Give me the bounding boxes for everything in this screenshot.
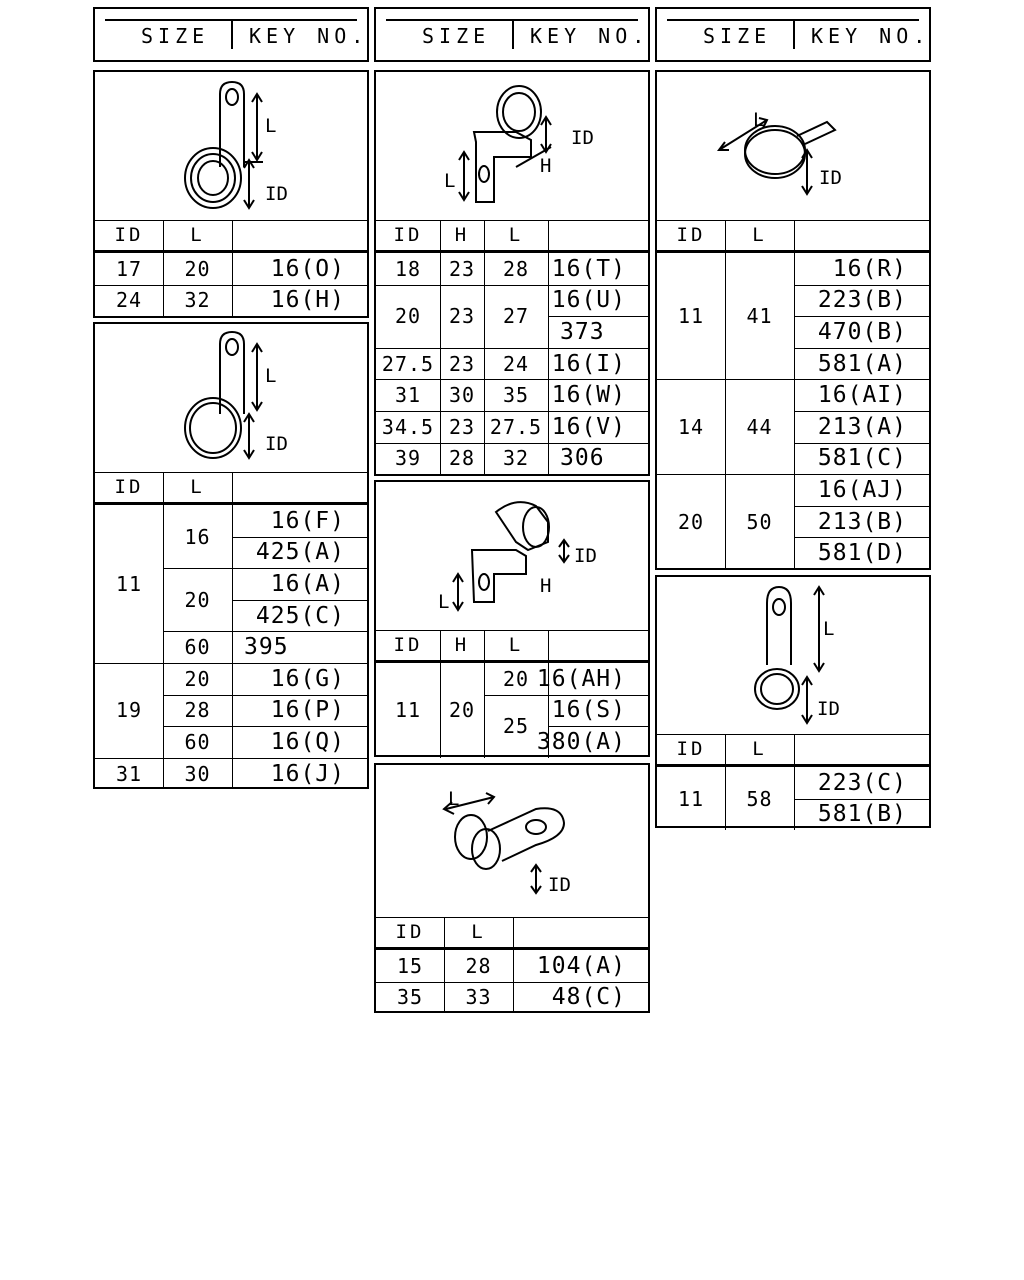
cell-l: 60 [184, 635, 211, 660]
dimension-label-id: ID [548, 874, 571, 896]
cell-h: 23 [448, 351, 476, 376]
cell-key-no: 16(G) [270, 665, 345, 692]
p-clamp-drawing [657, 577, 929, 737]
cell-id: 19 [115, 698, 143, 723]
cell-id: 34.5 [381, 414, 435, 439]
header-keyno-label: KEY NO. [530, 24, 650, 48]
cell-h: 28 [448, 446, 476, 471]
cell-key-no: 425(C) [255, 602, 345, 629]
column-header-id: ID [395, 921, 425, 943]
column-divider [163, 220, 164, 316]
cell-key-no: 16(A) [270, 570, 345, 597]
cell-id: 35 [396, 985, 424, 1010]
column-divider [548, 220, 549, 474]
cell-key-no: 48(C) [551, 984, 626, 1011]
cell-key-no: 306 [560, 445, 605, 472]
column-divider [232, 472, 233, 789]
column-divider [513, 917, 514, 1013]
cell-key-no: 16(T) [551, 255, 626, 282]
cell-key-no: 16(R) [832, 255, 907, 282]
cell-l: 35 [502, 383, 530, 408]
column-divider [484, 630, 485, 758]
cell-key-no: 223(B) [817, 287, 907, 314]
cell-l: 25 [502, 714, 530, 739]
header-keyno-label: KEY NO. [249, 24, 369, 48]
dimension-label-l: L [438, 591, 450, 613]
column-header-id: ID [676, 738, 706, 760]
column-divider [440, 630, 441, 758]
cell-l: 44 [746, 414, 773, 439]
clamp-panel-2 [93, 322, 369, 789]
cushion-clamp-drawing [376, 765, 648, 915]
clamp-panel-3 [374, 70, 650, 476]
cell-l: 24 [502, 351, 530, 376]
cell-l: 20 [184, 587, 211, 612]
column-header-h: H [454, 634, 470, 656]
column-divider [794, 220, 795, 569]
cell-key-no: 16(AI) [817, 382, 907, 409]
dimension-label-l: L [753, 109, 765, 131]
cell-id: 18 [394, 256, 422, 281]
cell-key-no: 16(P) [270, 697, 345, 724]
cell-id: 24 [115, 288, 143, 313]
header-size-label: SIZE [703, 24, 772, 48]
cell-l: 60 [184, 729, 211, 754]
column-header-l: L [471, 921, 486, 943]
column-divider [444, 917, 445, 1013]
band-clamp-drawing [657, 72, 929, 222]
column-divider [794, 734, 795, 830]
header-size-label: SIZE [422, 24, 491, 48]
cell-l: 41 [746, 304, 773, 329]
dimension-label-l: L [265, 115, 277, 137]
size-key-header-3 [655, 7, 931, 62]
cell-key-no: 16(V) [551, 413, 626, 440]
cell-l: 32 [502, 446, 530, 471]
column-divider [163, 472, 164, 789]
clamp-panel-6 [655, 70, 931, 570]
cell-id: 11 [394, 698, 422, 723]
cell-h: 20 [448, 698, 476, 723]
column-header-l: L [752, 224, 767, 246]
cell-key-no: 16(W) [551, 382, 626, 409]
cell-l: 16 [184, 524, 211, 549]
cell-id: 14 [677, 414, 705, 439]
cell-l: 30 [184, 761, 211, 786]
cell-id: 15 [396, 953, 424, 978]
cell-id: 31 [394, 383, 422, 408]
cell-key-no: 104(A) [536, 952, 626, 979]
cell-key-no: 470(B) [817, 318, 907, 345]
column-divider [440, 220, 441, 474]
loop-clamp-drawing [95, 324, 367, 474]
offset-bracket-clamp-drawing [376, 482, 648, 632]
cell-h: 23 [448, 304, 476, 329]
size-key-header-2 [374, 7, 650, 62]
column-header-l: L [190, 476, 205, 498]
cell-key-no: 16(U) [551, 287, 626, 314]
cell-key-no: 16(F) [270, 507, 345, 534]
cell-key-no: 213(B) [817, 508, 907, 535]
dimension-label-l: L [448, 788, 460, 810]
cell-id: 11 [677, 304, 705, 329]
cell-l: 27.5 [489, 414, 543, 439]
dimension-label-id: ID [817, 698, 840, 720]
clamp-panel-4 [374, 480, 650, 757]
cell-key-no: 581(C) [817, 445, 907, 472]
column-header-id: ID [393, 224, 423, 246]
cell-l: 27 [502, 304, 530, 329]
clamp-panel-5 [374, 763, 650, 1013]
cell-l: 32 [184, 288, 211, 313]
dimension-label-id: ID [265, 433, 288, 455]
cell-h: 23 [448, 256, 476, 281]
cell-key-no: 16(O) [270, 255, 345, 282]
cell-h: 30 [448, 383, 476, 408]
header-size-label: SIZE [141, 24, 210, 48]
header-keyno-label: KEY NO. [811, 24, 931, 48]
dimension-label-id: ID [819, 167, 842, 189]
cell-key-no: 16(H) [270, 287, 345, 314]
header-divider [793, 19, 795, 49]
column-header-id: ID [393, 634, 423, 656]
cell-l: 28 [502, 256, 530, 281]
cell-key-no: 213(A) [817, 413, 907, 440]
cell-key-no: 16(J) [270, 760, 345, 787]
cell-key-no: 373 [560, 318, 605, 345]
cell-l: 58 [746, 786, 773, 811]
cell-l: 33 [465, 985, 492, 1010]
cell-key-no: 16(AH) [536, 665, 626, 692]
dimension-label-l: L [444, 170, 456, 192]
cell-l: 20 [184, 256, 211, 281]
cell-key-no: 16(S) [551, 697, 626, 724]
cell-id: 20 [677, 509, 705, 534]
cell-id: 39 [394, 446, 422, 471]
dimension-label-l: L [823, 618, 835, 640]
cell-key-no: 581(B) [817, 801, 907, 828]
cell-l: 28 [465, 953, 492, 978]
cell-h: 23 [448, 414, 476, 439]
cell-id: 11 [115, 572, 143, 596]
column-header-l: L [752, 738, 767, 760]
cell-id: 31 [115, 761, 143, 786]
column-header-id: ID [676, 224, 706, 246]
cell-id: 17 [115, 256, 143, 281]
column-header-l: L [508, 634, 524, 656]
clamp-panel-7 [655, 575, 931, 828]
cell-key-no: 581(D) [817, 540, 907, 567]
size-key-header-1 [93, 7, 369, 62]
dimension-label-id: ID [571, 127, 594, 149]
cell-key-no: 425(A) [255, 539, 345, 566]
column-divider [232, 220, 233, 316]
cell-key-no: 16(I) [551, 350, 626, 377]
cell-l: 20 [502, 666, 530, 691]
offset-bracket-clamp-drawing [376, 72, 648, 222]
dimension-label-l: L [265, 365, 277, 387]
column-divider [484, 220, 485, 474]
column-header-id: ID [114, 476, 144, 498]
dimension-label-h: H [540, 575, 552, 597]
cell-l: 20 [184, 666, 211, 691]
cell-id: 27.5 [381, 351, 435, 376]
column-divider [725, 220, 726, 569]
cell-key-no: 16(AJ) [817, 476, 907, 503]
cell-key-no: 581(A) [817, 350, 907, 377]
column-divider [725, 734, 726, 830]
clamp-panel-1 [93, 70, 369, 318]
cell-l: 28 [184, 698, 211, 723]
cell-id: 11 [677, 786, 705, 811]
dimension-label-id: ID [265, 183, 288, 205]
cell-id: 20 [394, 304, 422, 329]
header-divider [512, 19, 514, 49]
cell-key-no: 395 [244, 634, 289, 661]
cell-key-no: 16(Q) [270, 728, 345, 755]
coil-clamp-drawing [95, 72, 367, 222]
column-header-id: ID [114, 224, 144, 246]
column-header-l: L [190, 224, 205, 246]
header-divider [231, 19, 233, 49]
dimension-label-h: H [540, 155, 552, 177]
column-header-l: L [508, 224, 524, 246]
cell-l: 50 [746, 509, 773, 534]
cell-key-no: 380(A) [536, 728, 626, 755]
dimension-label-id: ID [574, 545, 597, 567]
column-divider [548, 630, 549, 758]
column-header-h: H [454, 224, 470, 246]
cell-key-no: 223(C) [817, 769, 907, 796]
